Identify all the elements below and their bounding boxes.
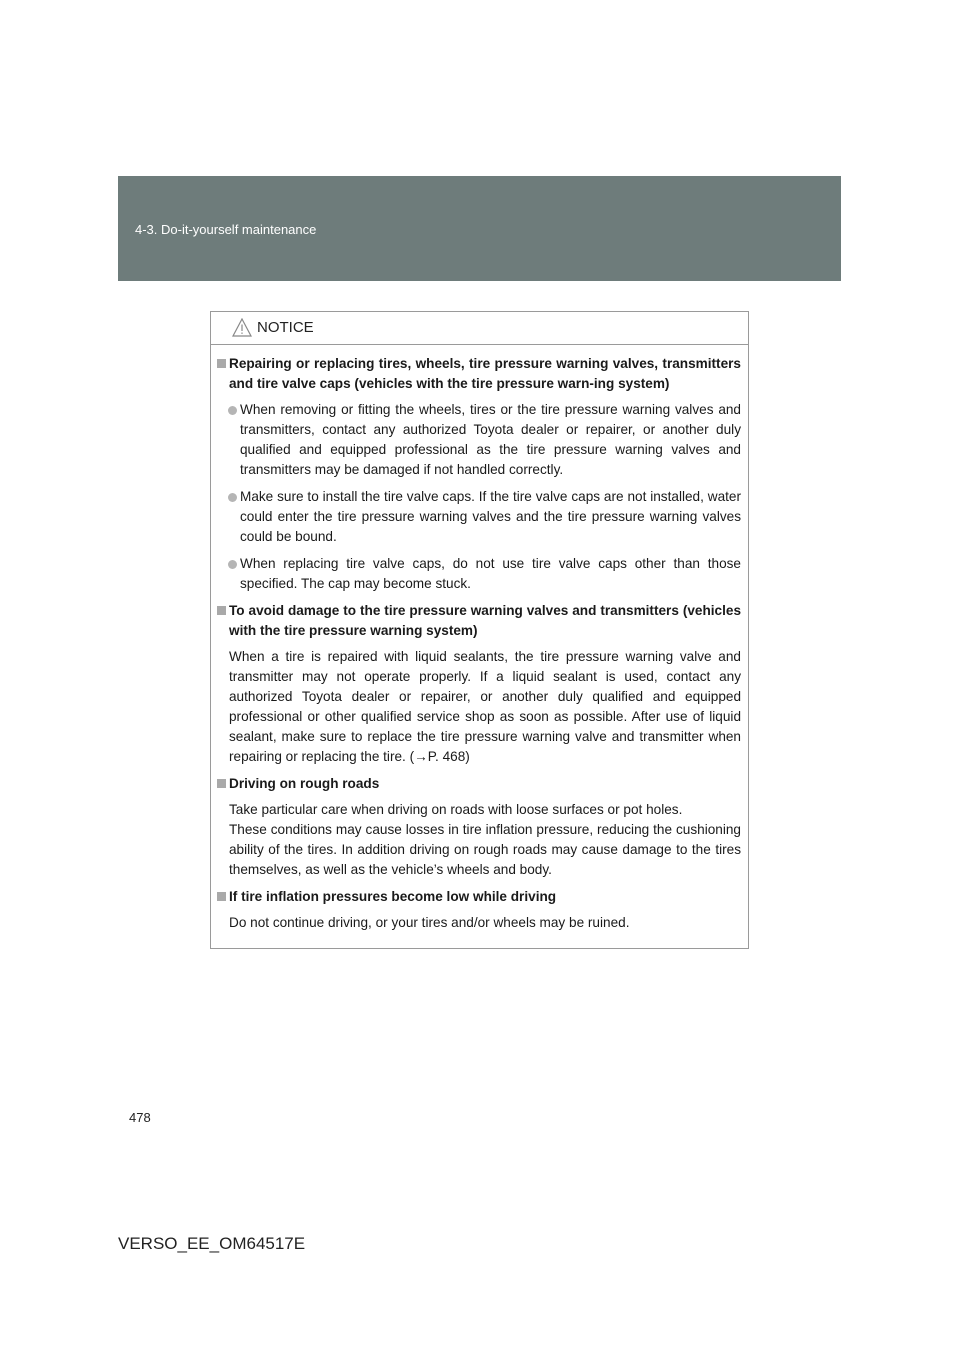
section-heading: To avoid damage to the tire pressure warning valves and transmitters (vehicles with the tire pressure warning system) [217,601,741,641]
page-number: 478 [129,1110,151,1125]
notice-header [211,312,748,345]
section-heading: Repairing or replacing tires, wheels, tire pressure warning valves, transmitters and tire valve caps (vehicles with the tire pressure warn-ing system) [217,354,741,394]
list-item: Make sure to install the tire valve caps. If the tire valve caps are not installed, water could enter the tire pressure warning valves and the tire pressure warning valves could be bound. [217,487,741,547]
square-bullet-icon [217,892,226,901]
circle-bullet-icon [228,493,237,502]
square-bullet-icon [217,606,226,615]
warning-triangle-icon [232,318,252,337]
section-heading: Driving on rough roads [217,774,741,794]
notice-box [210,311,749,949]
square-bullet-icon [217,779,226,788]
notice-title: NOTICE [257,319,314,336]
section-heading: If tire inflation pressures become low while driving [217,887,741,907]
notice-content [217,354,741,940]
circle-bullet-icon [228,560,237,569]
circle-bullet-icon [228,406,237,415]
section-title: 4-3. Do-it-yourself maintenance [135,222,317,237]
list-item: When replacing tire valve caps, do not use tire valve caps other than those specified. The cap may become stuck. [217,554,741,594]
square-bullet-icon [217,359,226,368]
paragraph: Take particular care when driving on roads with loose surfaces or pot holes. [229,802,683,817]
document-code: VERSO_EE_OM64517E [118,1234,306,1253]
section-header-band [118,176,841,281]
paragraph: When a tire is repaired with liquid sealants, the tire pressure warning valve and transmitter may not operate properly. If a liquid sealant is used, contact any authorized Toyota dealer or repairer, or another duly qualified and equipped professional or other qualified service shop as soon as possible. After use of liquid sealant, make sure to replace the tire pressure warning valve and transmitter when repairing or replacing the tire. (→P. 468) [229,649,741,764]
paragraph: Do not continue driving, or your tires and/or wheels may be ruined. [229,915,630,930]
list-item: When removing or fitting the wheels, tires or the tire pressure warning valves and transmitters, contact any authorized Toyota dealer or repairer, or another duly qualified and equipped professional as the tire pressure warning valves and transmitters may be damaged if not handled correctly. [217,400,741,480]
paragraph: These conditions may cause losses in tire inflation pressure, reducing the cushioning ability of the tires. In addition driving on rough roads may cause damage to the tires themselves, as well as the vehicle’s wheels and body. [229,822,741,877]
